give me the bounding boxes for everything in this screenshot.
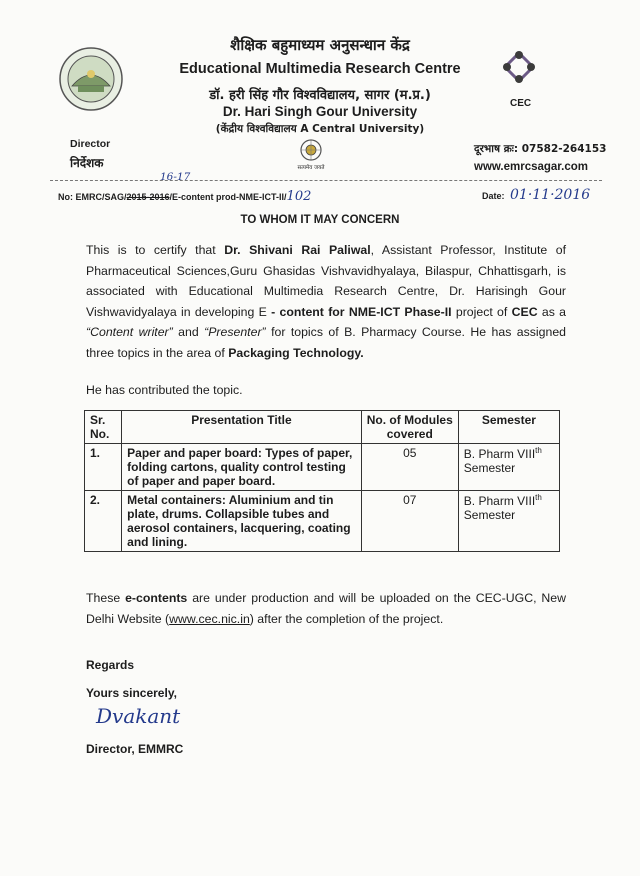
project-name: - content for NME-ICT Phase-II [271, 304, 452, 319]
emblem-caption: सत्यमेव जयते [297, 165, 325, 171]
struck-year: 2015-2016 [126, 192, 170, 202]
person-name: Dr. Shivani Rai Paliwal [224, 243, 371, 257]
certification-paragraph: This is to certify that Dr. Shivani Rai Paliwal, Assistant Professor, Institute of Pharmaceutical Sciences,Guru Ghasidas Vishvavidhyalaya, Bilaspur, Chhattisgarh, is associated with Educational Multimedia Research Centre, Dr. Harisingh Gour Vishwavidyalaya in developing E - content for NME-ICT Phase-II project of CEC as a “Content writer” and “Presenter” for topics of B. Pharmacy Course. He has assigned three topics in the area of Packaging Technology. [86, 243, 566, 360]
row-sr: 2. [85, 491, 122, 552]
yours-sincerely: Yours sincerely, [86, 686, 177, 700]
column-header-sr: Sr. No. [85, 411, 122, 444]
university-name-hindi: डॉ. हरी सिंह गौर विश्वविद्यालय, सागर (म.प्र.) [209, 88, 431, 103]
table-row [85, 491, 560, 552]
contribution-line: He has contributed the topic. [86, 383, 243, 397]
row-modules: 05 [361, 444, 458, 491]
subject-area: Packaging Technology. [228, 345, 364, 360]
row-title: Metal containers: Aluminium and tin plate, drums. Collapsible tubes and aerosol containers, lacquering, coating and lining. [122, 491, 362, 552]
cec-website-link[interactable]: www.cec.nic.in [169, 611, 250, 626]
row-semester: B. Pharm VIIIth Semester [458, 491, 559, 552]
signature: Dvakant [96, 704, 181, 728]
regards: Regards [86, 658, 135, 672]
director-label: Director [70, 138, 111, 150]
national-emblem-icon [298, 138, 324, 162]
date-value: 01·11·2016 [510, 187, 591, 203]
reference-number: No: EMRC/SAG/2015-2016/E-content prod-NME-ICT-II/102 [58, 189, 312, 204]
centre-name-hindi: शैक्षिक बहुमाध्यम अनुसन्धान केंद्र [230, 36, 410, 54]
row-title: Paper and paper board: Types of paper, folding cartons, quality control testing of paper and paper board. [122, 444, 362, 491]
director-label-hindi: निर्देशक [70, 156, 104, 170]
university-name: Dr. Hari Singh Gour University [222, 104, 418, 119]
column-header-title: Presentation Title [122, 411, 362, 444]
letter-heading: TO WHOM IT MAY CONCERN [240, 214, 400, 226]
phone-number: दूरभाष क्रः: 07582-264153 [474, 143, 607, 155]
centre-name: Educational Multimedia Research Centre [179, 61, 461, 77]
signatory-title: Director, EMMRC [86, 742, 184, 756]
row-sr: 1. [85, 444, 122, 491]
date-label: Date: [482, 191, 505, 201]
handwritten-year: 16-17 [160, 171, 191, 183]
row-semester: B. Pharm VIIIth Semester [458, 444, 559, 491]
table-row [85, 444, 560, 491]
website-header: www.emrcsagar.com [474, 161, 588, 173]
column-header-modules: No. of Modules covered [361, 411, 458, 444]
university-seal-logo [58, 46, 124, 112]
production-paragraph: These e-contents are under production and will be uploaded on the CEC-UGC, New Delhi Website (www.cec.nic.in) after the completion of the project. [86, 591, 567, 626]
topics-table [84, 410, 560, 552]
table-header-row [85, 411, 560, 444]
handwritten-number: 102 [286, 189, 312, 204]
row-modules: 07 [361, 491, 458, 552]
cec-logo [496, 44, 542, 90]
column-header-semester: Semester [458, 411, 559, 444]
header-divider [50, 180, 602, 181]
university-subtitle: (केंद्रीय विश्वविद्यालय A Central University) [215, 123, 425, 135]
cec-label: CEC [510, 98, 532, 109]
